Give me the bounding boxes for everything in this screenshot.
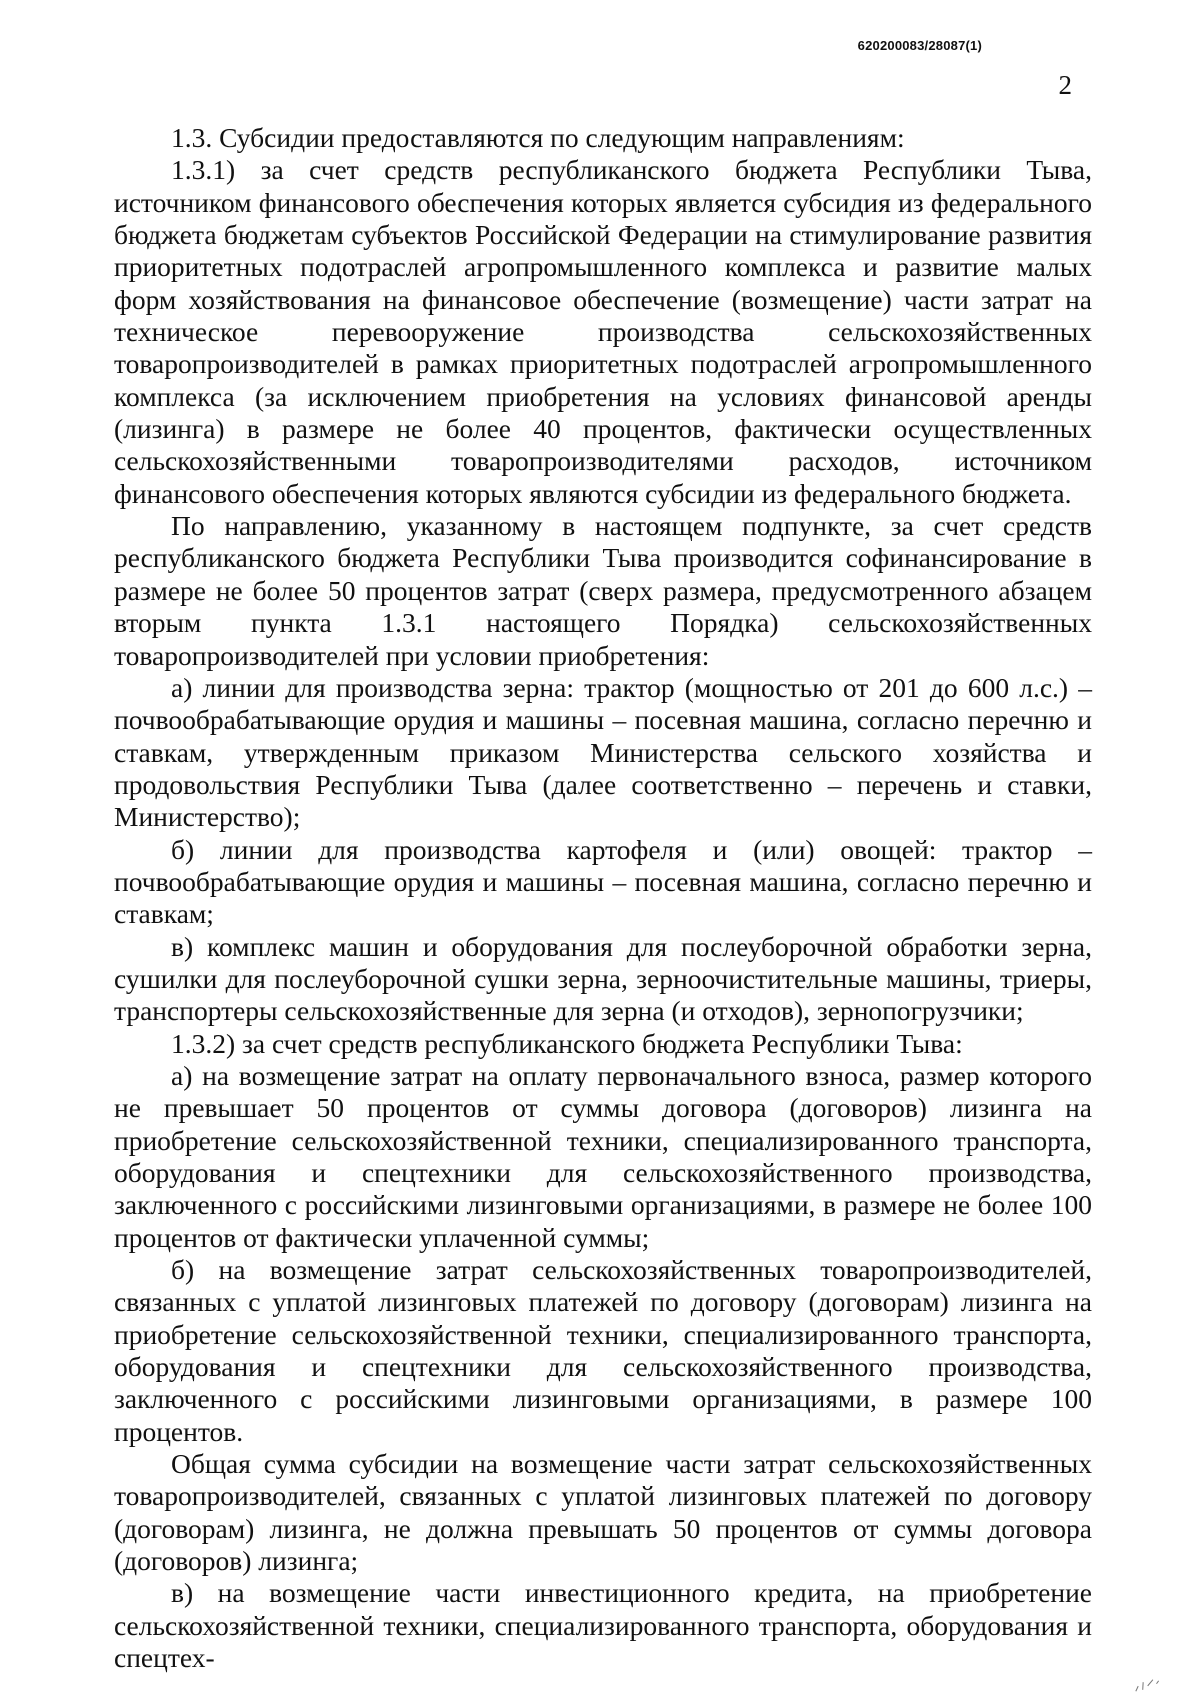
paragraph-1-3-1: 1.3.1) за счет средств республиканского бюджета Республики Тыва, источником финансового обеспечения которых является субсидия из федерального бюджета бюджетам субъектов Российской Федерации на стимулирование развития приоритетных подотраслей агропромышленного комплекса и развитие малых форм хозяйствования на финансовое обеспечение (возмещение) части затрат на техническое перевооружение производства сельскохозяйственных товаропроизводителей в рамках приоритетных подотраслей агропромышленного комплекса (за исключением приобретения на условиях финансовой аренды (лизинга) в размере не более 40 процентов, фактически осуществленных сельскохозяйственными товаропроизводителями расходов, источником финансового обеспечения которых являются субсидии из федерального бюджета. <box>114 154 1092 509</box>
paragraph-item-a-down-payment: а) на возмещение затрат на оплату первоначального взноса, размер которого не превышает 50 процентов от суммы договора (договоров) лизинга на приобретение сельскохозяйственной техники, специализированного транспорта, оборудования и спецтехники для сельскохозяйственного производства, заключенного с российскими лизинговыми организациями, в размере не более 100 процентов от фактически уплаченной суммы; <box>114 1059 1092 1253</box>
paragraph-1-3: 1.3. Субсидии предоставляются по следующим направлениям: <box>171 122 905 153</box>
paragraph-total-subsidy: Общая сумма субсидии на возмещение части затрат сельскохозяйственных товаропроизводителей, связанных с уплатой лизинговых платежей по договору (договорам) лизинга, не должна превышать 50 процентов от суммы договора (договоров) лизинга; <box>114 1448 1092 1577</box>
document-id: 620200083/28087(1) <box>857 38 982 53</box>
paragraph-1-3-2: 1.3.2) за счет средств республиканского бюджета Республики Тыва: <box>171 1027 963 1059</box>
paragraph-item-b-lease-payments: б) на возмещение затрат сельскохозяйственных товаропроизводителей, связанных с уплатой лизинговых платежей по договору (договорам) лизинга на приобретение сельскохозяйственной техники, специализированного транспорта, оборудования и спецтехники для сельскохозяйственного производства, заключенного с российскими лизинговыми организациями, в размере 100 процентов. <box>114 1254 1092 1447</box>
scan-speck-mark <box>1131 1672 1164 1695</box>
document-body <box>114 122 1092 1675</box>
paragraph-item-v-postharvest: в) комплекс машин и оборудования для послеуборочной обработки зерна, сушилки для послеуборочной сушки зерна, зерноочистительные машины, триеры, транспортеры сельскохозяйственные для зерна (и отходов), зернопогрузчики; <box>114 930 1092 1027</box>
page-number: 2 <box>1058 70 1072 100</box>
paragraph-cofinancing: По направлению, указанному в настоящем подпункте, за счет средств республиканского бюджета Республики Тыва производится софинансирование в размере не более 50 процентов затрат (сверх размера, предусмотренного абзацем вторым пункта 1.3.1 настоящего Порядка) сельскохозяйственных товаропроизводителей при условии приобретения: <box>114 510 1092 671</box>
paragraph-item-a-grain: а) линии для производства зерна: трактор (мощностью от 201 до 600 л.с.) – почвообрабатывающие орудия и машины – посевная машина, согласно перечню и ставкам, утвержденным приказом Министерства сельского хозяйства и продовольствия Республики Тыва (далее соответственно – перечень и ставки, Министерство); <box>114 671 1092 833</box>
paragraph-item-v-credit: в) на возмещение части инвестиционного кредита, на приобретение сельскохозяйственной техники, специализированного транспорта, оборудования и спецтех- <box>114 1577 1092 1674</box>
paragraph-item-b-potato: б) линии для производства картофеля и (или) овощей: трактор – почвообрабатывающие орудия и машины – посевная машина, согласно перечню и ставкам; <box>114 833 1092 930</box>
